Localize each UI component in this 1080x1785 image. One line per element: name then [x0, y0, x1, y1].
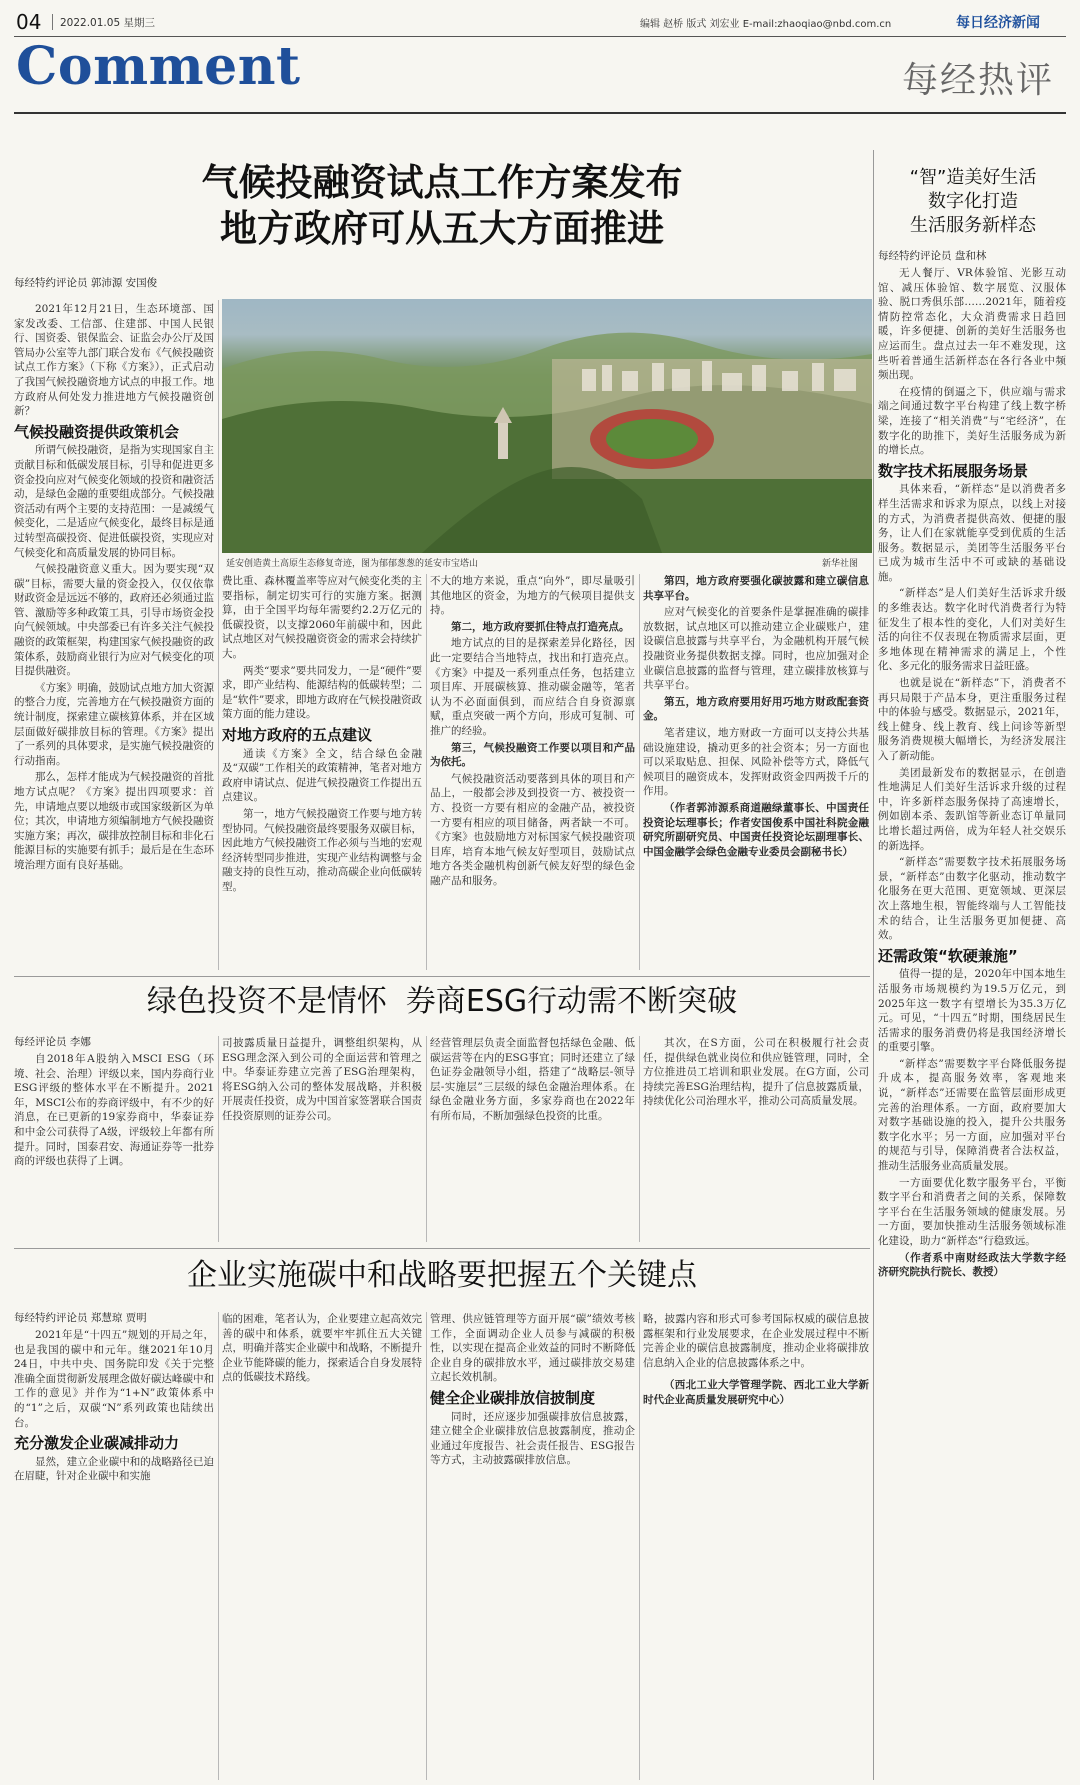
- photo-caption: 延安创造黄土高原生态修复奇迹，图为郁郁葱葱的延安市宝塔山: [226, 559, 479, 569]
- article1-para-3: 《方案》明确，鼓励试点地方加大资源的整合力度，完善地方在气候投融资方面的统计制度，探索建立碳核算体系，并在区域层面做好碳排放目标的管理。《方案》提出了一系列的具体要求，是实施气候投融资的行动指南。: [14, 681, 214, 767]
- article1-title-line2: 地方政府可从五大方面推进: [220, 207, 664, 250]
- article2-col1: [14, 1052, 214, 1242]
- section-rule: [14, 112, 1066, 114]
- sidebar-para-5: 也就是说在“新样态”下，消费者不再只局限于产品本身，更注重服务过程中的体验与感受。数据显示，2021年，线上健身、线上教育、线上问诊等新型服务消费规模大幅增长，为经济发展注入了新动能。: [878, 677, 1066, 762]
- landscape-illustration: [222, 299, 872, 553]
- article3-para-1b: 显然，建立企业碳中和的战略路径已迫在眉睫，针对企业碳中和实施: [14, 1455, 214, 1483]
- article1-col4: [643, 574, 869, 970]
- article1-para-1: 所谓气候投融资，是指为实现国家自主贡献目标和低碳发展目标，引导和促进更多资金投向应对气候变化领域的投资和融资活动，是绿色金融的重要组成部分。气候投融资活动有两个主要的支持范围：一是减缓气候变化，二是适应气候变化，最终目标是通过转型高碳投资、促进低碳投资，实现应对气候变化和高质量发展的协同目标。: [14, 444, 214, 559]
- article1-para-4: 那么，怎样才能成为气候投融资的首批地方试点呢？《方案》提出四项要求：首先，申请地点要以地级市或国家级新区为单位；其次，申请地方须编制地方气候投融资实施方案；再次，碳排放控制目标和非化石能源目标的实施要有抓手；最后是在生态环境治理方面有良好基础。: [14, 771, 214, 871]
- article1-col2: [222, 574, 422, 970]
- sidebar-headline: [878, 166, 1068, 238]
- article1-subhead-2: 对地方政府的五点建议: [222, 725, 373, 744]
- article3-col3: [430, 1312, 635, 1780]
- sidebar-para-6: 美团最新发布的数据显示，在创造性地满足人们美好生活诉求升级的过程中，许多新样态服务保持了高速增长，例如剧本杀、轰趴馆等新业态订单量同比增长超过两倍，成为年轻人社交娱乐的新选择。: [878, 766, 1066, 852]
- article1-title-line1: 气候投融资试点工作方案发布: [201, 161, 683, 204]
- article3-col4: [643, 1312, 869, 1780]
- article2-para-3: 经营管理层负责全面监督包括绿色金融、低碳运营等在内的ESG事宜；同时还建立了绿色证券金融领导小组，搭建了“战略层-领导层-实施层”三层级的绿色金融治理体系。在绿色金融业务方面，多家券商也在2022年有所布局，不断加强绿色投资的比重。: [430, 1037, 635, 1122]
- sidebar-para-2: 在疫情的倒逼之下，供应端与需求端之间通过数字平台构建了线上数字桥梁，连接了“相关消费”与“宅经济”，在数字化的助推下，美好生活服务成为新的增长点。: [878, 385, 1066, 457]
- sidebar-title-line2: 数字化打造: [928, 191, 1018, 212]
- sidebar-para-3: 具体来看，“新样态”是以消费者多样生活需求和诉求为原点，以线上对接的方式，为消费者提供高效、便捷的服务，让人们在家就能享受到优质的生活服务。数据显示，美团等生活服务平台已成为城市生活中不可或缺的基础设施。: [878, 483, 1066, 583]
- column-divider: [639, 1036, 640, 1242]
- section-title-en: Comment: [16, 36, 301, 97]
- article1-col3-subhead-2: 第二，地方政府要抓住特点打造亮点。: [451, 620, 630, 633]
- article1-col2-para-2: 两类“要求”要共同发力，一是“硬件”要求，即产业结构、能源结构的低碳转型；二是“软件”要求，即地方政府在气候投融资政策方面的能力建设。: [222, 664, 422, 721]
- article3-col2: [222, 1312, 422, 1780]
- article3-para-1: 2021年是“十四五”规划的开局之年，也是我国的碳中和元年。继2021年10月24日，中共中央、国务院印发《关于完整准确全面贯彻新发展理念做好碳达峰碳中和工作的意见》并作为“1+N”政策体系中的“1”之后，双碳“N”系列政策也陆续出台。: [14, 1329, 214, 1429]
- article1-col1: [14, 302, 214, 970]
- article1-col2-para-4: 第一，地方气候投融资工作要与地方转型协同。气候投融资最终要服务双碳目标，因此地方气候投融资工作必须与当地的宏观经济转型同步推进，实现产业结构调整与金融支持的良性互动，推动高碳企业向低碳转型。: [222, 807, 422, 893]
- column-divider: [218, 1036, 219, 1242]
- section-title-cn: 每经热评: [902, 60, 1055, 101]
- article2-col2: [222, 1036, 422, 1242]
- paper-name: 每日经济新闻: [956, 15, 1040, 31]
- sidebar-body: [878, 266, 1066, 1780]
- column-divider: [426, 574, 427, 970]
- article1-col4-subhead-4: 第四，地方政府要强化碳披露和建立碳信息共享平台。: [643, 575, 869, 602]
- masthead-divider: [52, 14, 53, 30]
- article1-col2-para-1: 费比重、森林覆盖率等应对气候变化类的主要指标，制定切实可行的实施方案。据测算，由于全国平均每年需要约2.2万亿元的低碳投资，以支撑2060年前碳中和，因此试点地区对气候投融资资金的需求会持续扩大。: [222, 575, 422, 660]
- article1-col3: [430, 574, 635, 970]
- article1-col3-subhead-3: 第三，气候投融资工作要以项目和产品为依托。: [430, 741, 635, 769]
- article3-subhead-1: 充分激发企业碳减排动力: [14, 1434, 180, 1453]
- page-number: 04: [16, 10, 42, 34]
- sidebar-para-7: “新样态”需要数字技术拓展服务场景，“新样态”由数字化驱动，推动数字化服务在更大范围、更宽领域、更深层次上落地生根，智能终端与人工智能技术的结合，让生活服务更加便捷、高效。: [878, 856, 1066, 942]
- article2-col3: [430, 1036, 635, 1242]
- article1-col3-para-1: 不大的地方来说，重点“向外”，即尽量吸引其他地区的资金，为地方的气候项目提供支持。: [430, 575, 635, 617]
- article3-para-3: 管理、供应链管理等方面开展“碳”绩效考核工作，全面调动企业人员参与减碳的积极性，以实现在提高企业效益的同时不断降低企业自身的碳排放水平，通过碳排放交易建立起长效机制。: [430, 1313, 635, 1384]
- column-divider: [218, 1312, 219, 1780]
- column-divider: [426, 1312, 427, 1780]
- article2-col4: [643, 1036, 869, 1242]
- article1-signature: （作者郭沛源系商道融绿董事长、中国责任投资论坛理事长；作者安国俊系中国社科院金融研究所副研究员、中国责任投资论坛副理事长、中国金融学会绿色金融专业委员会副秘书长）: [643, 801, 869, 858]
- article3-para-4: 略，披露内容和形式可参考国际权威的碳信息披露框架和行业发展要求，在企业发展过程中不断完善企业的碳信息披露制度，推动企业将碳排放信息纳入企业的信息披露体系之中。: [643, 1313, 869, 1369]
- sidebar-para-1: 无人餐厅、VR体验馆、光影互动馆、减压体验馆、数字展览、汉服体验、脱口秀俱乐部……2021年，随着疫情防控常态化，大众消费需求日趋回暖，许多便捷、创新的美好生活服务也应运而生。盘点过去一年不难发现，这些听着普通生活新样态在各行各业中频频出现。: [878, 267, 1066, 382]
- article2-para-4: 其次，在S方面，公司在积极履行社会责任，提供绿色就业岗位和供应链管理，同时，全方位推进员工培训和职业发展。在G方面，公司持续完善ESG治理结构，提升了信息披露质量，持续优化公司治理水平，推动公司高质量发展。: [643, 1037, 869, 1108]
- article2-top-rule: [14, 976, 870, 977]
- article1-col4-para-5: 笔者建议，地方财政一方面可以支持公共基础设施建设，撬动更多的社会资本；另一方面也可以采取贴息、担保、风险补偿等方式，降低气候项目的融资成本，发挥财政资金四两拨千斤的作用。: [643, 726, 869, 798]
- article3-top-rule: [14, 1248, 870, 1249]
- article1-intro: 2021年12月21日，生态环境部、国家发改委、工信部、住建部、中国人民银行、国资委、银保监会、证监会办公厅及国管局办公室等九部门联合发布《气候投融资试点工作方案》（下称《方案》），正式启动了我国气候投融资地方试点的申报工作。地方政府从何处发力推进地方气候投融资创新？: [14, 303, 214, 418]
- sidebar-divider: [873, 150, 874, 1780]
- article1-col3-para-3: 气候投融资活动要落到具体的项目和产品上，一般都会涉及到投资一方、被投资一方、投资一方要有相应的金融产品，被投资一方要有相应的项目储备，两者缺一不可。《方案》也鼓励地方对标国家气候投融资项目库，培育本地气候友好型项目，鼓励试点地方各类金融机构创新气候友好型的绿色金融产品和服务。: [430, 772, 635, 887]
- article3-subhead-2: 健全企业碳排放信披制度: [430, 1388, 596, 1407]
- sidebar-para-8: 值得一提的是，2020年中国本地生活服务市场规模约为19.5万亿元，到2025年这一数字有望增长为35.3万亿元。可见，“十四五”时期，围绕居民生活需求的服务消费仍将是我国经济增长的重要引擎。: [878, 968, 1066, 1054]
- article1-col3-para-2: 地方试点的目的是探索差异化路径，因此一定要结合当地特点，找出和打造亮点。《方案》中提及一系列重点任务，包括建立项目库、开展碳核算、推动碳金融等，笔者认为不必面面俱到，而应结合自身资源禀赋，重点突破一两个方向，形成可复制、可推广的经验。: [430, 637, 635, 737]
- sidebar-subhead-2: 还需政策“软硬兼施”: [878, 946, 1018, 965]
- sidebar-para-9: “新样态”需要数字平台降低服务提升成本，提高服务效率，客观地来说，“新样态”还需要在监管层面形成更完善的治理体系。一方面，政府要加大对数字基础设施的投入，提升公共服务数字化水平；另一方面，应加强对平台的规范与引导，保障消费者合法权益，推动生活服务业高质量发展。: [878, 1057, 1066, 1173]
- column-divider: [426, 1036, 427, 1242]
- sidebar-title-line1: “智”造美好生活: [909, 167, 1037, 188]
- article3-col1: [14, 1328, 214, 1780]
- sidebar-author: 每经特约评论员 盘和林: [878, 250, 987, 262]
- article1-headline: [14, 160, 870, 252]
- issue-date: 2022.01.05 星期三: [60, 17, 155, 29]
- article3-headline: 企业实施碳中和战略要把握五个关键点: [187, 1258, 697, 1293]
- article1-author: 每经特约评论员 郭沛源 安国俊: [14, 277, 158, 289]
- editor-credits: 编辑 赵桥 版式 刘宏业 E-mail:zhaoqiao@nbd.com.cn: [640, 19, 892, 30]
- column-divider: [639, 574, 640, 970]
- article1-col4-para-4: 应对气候变化的首要条件是掌握准确的碳排放数据，试点地区可以推动建立企业碳账户，建设碳信息披露与共享平台，为金融机构开展气候投融资业务提供数据支撑。同时，也应加强对企业碳信息披露的监督与管理，建立碳排放核算与共享平台。: [643, 606, 869, 692]
- article1-subhead-1: 气候投融资提供政策机会: [14, 422, 180, 441]
- article3-para-2: 临的困难，笔者认为，企业要建立起高效完善的碳中和体系，就要牢牢抓住五大关键点，明确并落实企业碳中和战略，不断提升企业节能降碳的能力，探索适合自身发展特点的低碳技术路线。: [222, 1313, 422, 1384]
- sidebar-para-10: 一方面要优化数字服务平台，平衡数字平台和消费者之间的关系，保障数字平台在生活服务领域的健康发展。另一方面，要加快推动生活服务领域标准化建设，助力“新样态”行稳致远。: [878, 1176, 1066, 1247]
- article2-para-2: 司披露质量日益提升，调整组织架构，从ESG理念深入到公司的全面运营和管理之中。华泰证券建立完善了ESG治理架构，将ESG纳入公司的整体发展战略，并积极开展责任投资，成为中国首家签署联合国责任投资原则的证券公司。: [222, 1037, 422, 1122]
- photo-credit: 新华社图: [822, 559, 859, 569]
- sidebar-subhead-1: 数字技术拓展服务场景: [878, 461, 1029, 480]
- sidebar-para-4: “新样态”是人们美好生活诉求升级的多维表达。数字化时代消费者行为特征发生了根本性的变化，人们对美好生活的向往不仅表现在物质需求层面，更多地体现在精神需求的满足上，个性化、多元化的服务需求日益旺盛。: [878, 587, 1066, 673]
- article1-photo: [222, 299, 872, 553]
- article2-para-1: 自2018年A股纳入MSCI ESG（环境、社会、治理）评级以来，国内券商行业ESG评级的整体水平在不断提升。2021年，MSCI公布的券商评级中，有不少的好消息，在已更新的19家券商中，华泰证券和中金公司获得了A级，评级较上年都有所提升。同时，国泰君安、海通证券等一批券商的评级也获得了上调。: [14, 1053, 214, 1168]
- column-divider: [639, 1312, 640, 1780]
- article3-author: 每经特约评论员 郑慧琼 贾明: [14, 1312, 147, 1324]
- article1-col4-subhead-5: 第五，地方政府要用好用巧地方财政配套资金。: [643, 695, 869, 723]
- sidebar-title-line3: 生活服务新样态: [910, 215, 1036, 236]
- column-divider: [218, 300, 219, 970]
- article3-para-3b: 同时，还应逐步加强碳排放信息披露，建立健全企业碳排放信息披露制度，推动企业通过年度报告、社会责任报告、ESG报告等方式，主动披露碳排放信息。: [430, 1410, 635, 1467]
- article3-signature: （西北工业大学管理学院、西北工业大学新时代企业高质量发展研究中心）: [643, 1379, 869, 1406]
- sidebar-signature: （作者系中南财经政法大学数字经济研究院执行院长、教授）: [878, 1251, 1066, 1279]
- article2-author: 每经评论员 李娜: [14, 1036, 91, 1048]
- article2-headline: 绿色投资不是情怀 券商ESG行动需不断突破: [146, 984, 738, 1019]
- article1-para-2: 气候投融资意义重大。因为要实现“双碳”目标，需要大量的资金投入，仅仅依靠财政资金是远远不够的，政府还必须通过监管、激励等多种政策工具，引导市场资金投向气候领域。中央部委已有许多关注气候投融资的政策框架，构建国家气候投融资的政策体系，鼓励商业银行为应对气候变化的项目提供融资。: [14, 563, 214, 678]
- article1-col2-para-3: 通读《方案》全文，结合绿色金融及“双碳”工作相关的政策精神，笔者对地方政府申请试点、促进气候投融资工作提出五点建议。: [222, 747, 422, 804]
